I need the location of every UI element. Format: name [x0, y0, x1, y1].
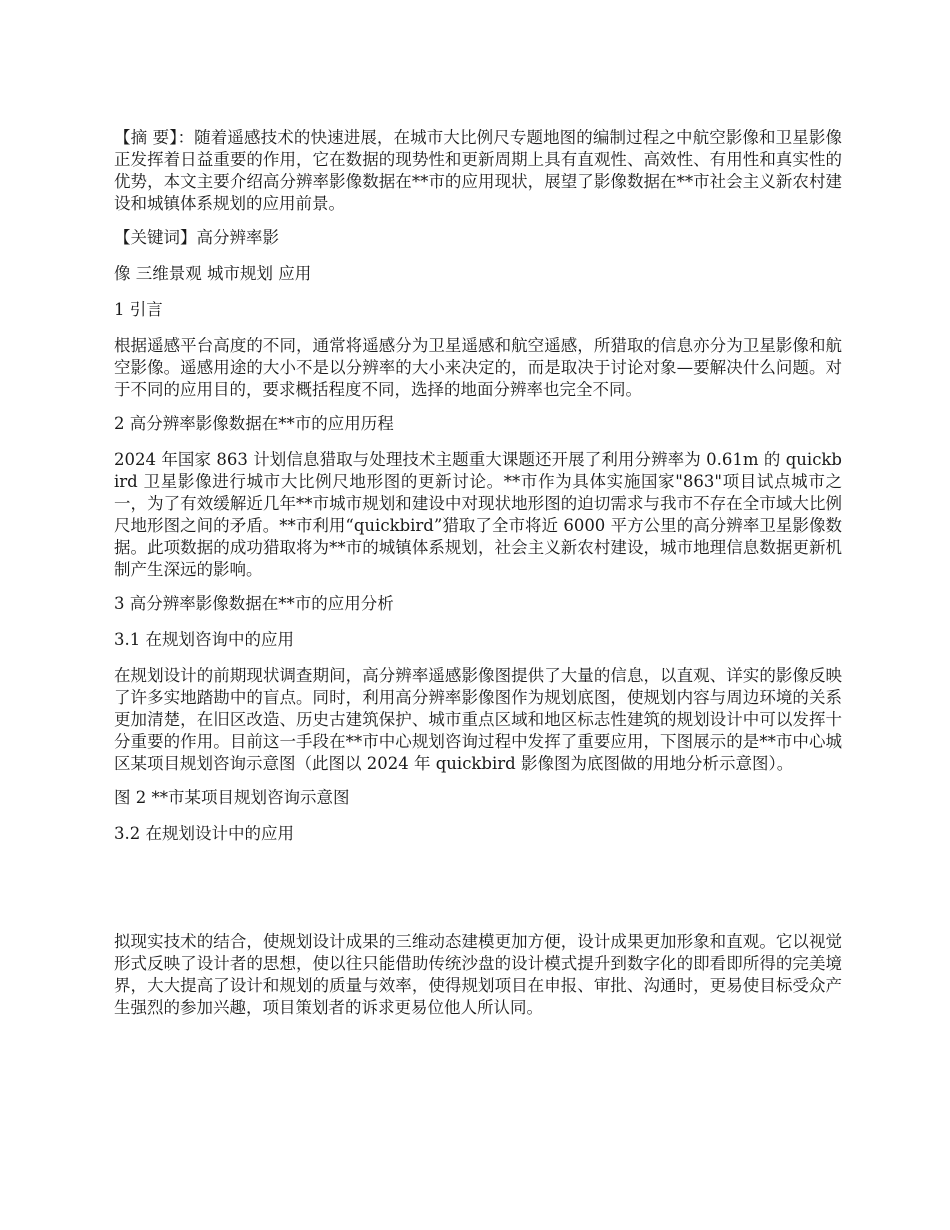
- section-3-1-title: 3.1 在规划咨询中的应用: [114, 630, 294, 649]
- section-3-2-title: 3.2 在规划设计中的应用: [114, 824, 294, 843]
- document-page: [114, 127, 842, 1031]
- blank-space: [114, 859, 842, 931]
- section-2-title: 2 高分辨率影像数据在**市的应用历程: [114, 414, 394, 433]
- section-3-title: 3 高分辨率影像数据在**市的应用分析: [114, 594, 394, 613]
- keywords-line-2: 像 三维景观 城市规划 应用: [114, 264, 312, 283]
- abstract-paragraph: 【摘 要】：随着遥感技术的快速进展，在城市大比例尺专题地图的编制过程之中航空影像和卫星影像正发挥着日益重要的作用，它在数据的现势性和更新周期上具有直观性、高效性、有用性和真实性的优势，本文主要介绍高分辨率影像数据在**市的应用现状，展望了影像数据在**市社会主义新农村建设和城镇体系规划的应用前景。: [114, 128, 842, 213]
- keywords-line-1: 【关键词】高分辨率影: [114, 228, 279, 247]
- section-3-2-body: 拟现实技术的结合，使规划设计成果的三维动态建模更加方便，设计成果更加形象和直观。它以视觉形式反映了设计者的思想，使以往只能借助传统沙盘的设计模式提升到数字化的即看即所得的完美境界，大大提高了设计和规划的质量与效率，使得规划项目在申报、审批、沟通时，更易使目标受众产生强烈的参加兴趣，项目策划者的诉求更易位他人所认同。: [114, 932, 842, 1017]
- figure-2-caption: 图 2 **市某项目规划咨询示意图: [114, 788, 350, 807]
- section-1-body: 根据遥感平台高度的不同，通常将遥感分为卫星遥感和航空遥感，所猎取的信息亦分为卫星影像和航空影像。遥感用途的大小不是以分辨率的大小来决定的，而是取决于讨论对象—要解决什么问题。对于不同的应用目的，要求概括程度不同，选择的地面分辨率也完全不同。: [114, 336, 842, 399]
- section-1-title: 1 引言: [114, 300, 163, 319]
- section-2-body: 2024 年国家 863 计划信息猎取与处理技术主题重大课题还开展了利用分辨率为 0.61m 的 quickbird 卫星影像进行城市大比例尺地形图的更新讨论。**市作为具体实施国家"863"项目试点城市之一，为了有效缓解近几年**市城市规划和建设中对现状地形图的迫切需求与我市不存在全市域大比例尺地形图之间的矛盾。**市利用“quickbird”猎取了全市将近 6000 平方公里的高分辨率卫星影像数据。此项数据的成功猎取将为**市的城镇体系规划，社会主义新农村建设，城市地理信息数据更新机制产生深远的影响。: [114, 450, 842, 579]
- section-3-1-body: 在规划设计的前期现状调查期间，高分辨率遥感影像图提供了大量的信息，以直观、详实的影像反映了许多实地踏勘中的盲点。同时，利用高分辨率影像图作为规划底图，使规划内容与周边环境的关系更加清楚，在旧区改造、历史古建筑保护、城市重点区域和地区标志性建筑的规划设计中可以发挥十分重要的作用。目前这一手段在**市中心规划咨询过程中发挥了重要应用，下图展示的是**市中心城区某项目规划咨询示意图（此图以 2024 年 quickbird 影像图为底图做的用地分析示意图）。: [114, 666, 842, 773]
